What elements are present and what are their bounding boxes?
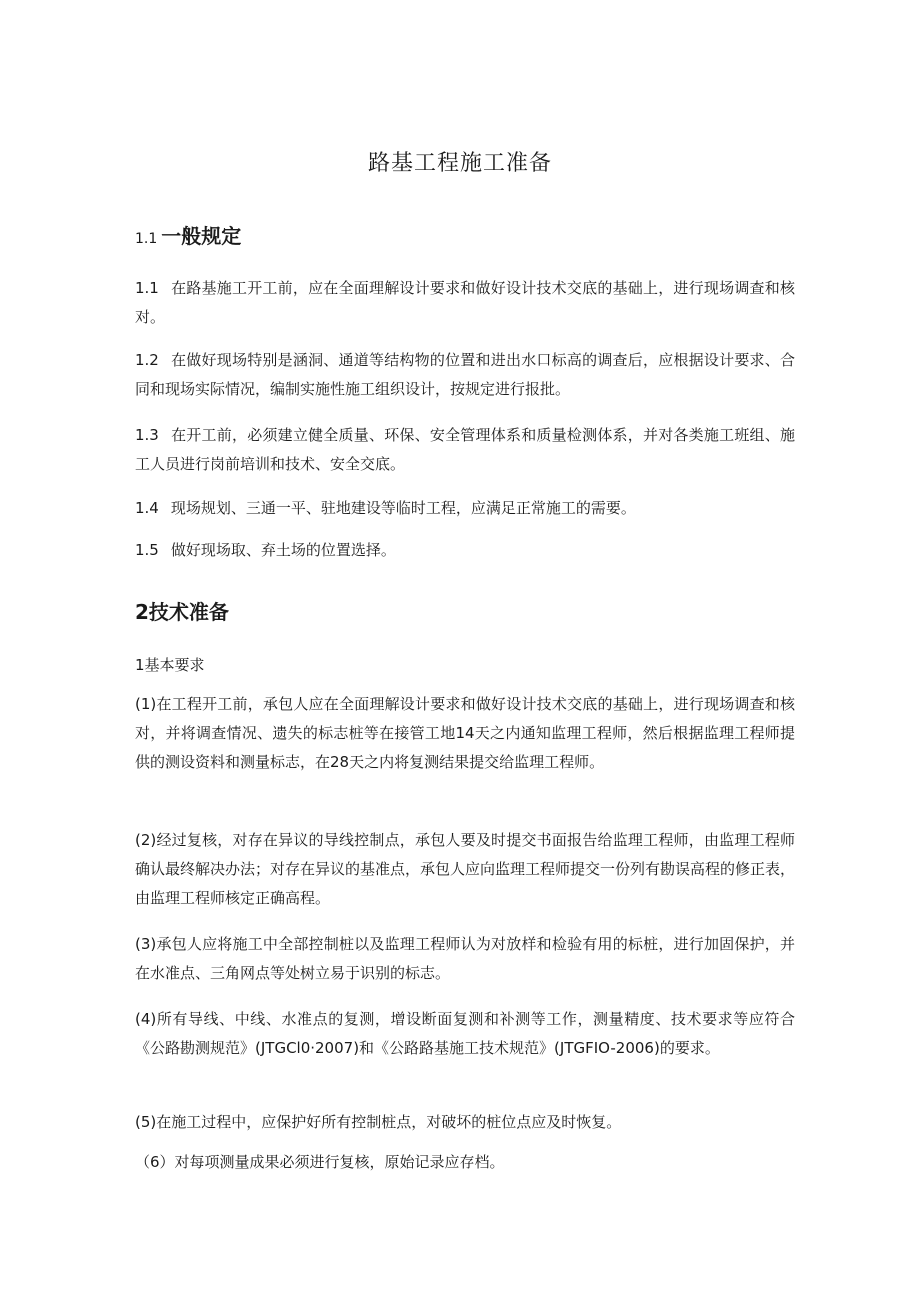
- paragraph-1-4: [135, 494, 795, 523]
- paragraph-number: 1.3: [135, 426, 159, 444]
- paragraph-number: 1.1: [135, 279, 159, 297]
- paragraph-text: 现场规划、三通一平、驻地建设等临时工程，应满足正常施工的需要。: [170, 499, 636, 517]
- requirement-2: (2)经过复核，对存在异议的导线控制点，承包人要及时提交书面报告给监理工程师，由监理工程师确认最终解决办法；对存在异议的基准点，承包人应向监理工程师提交一份列有勘误高程的修正表，由监理工程师核定正确高程。: [135, 831, 796, 907]
- section-1-heading: [135, 220, 241, 249]
- subsection-heading: 1基本要求: [135, 656, 205, 674]
- paragraph-number: 1.5: [135, 541, 159, 559]
- requirement-6: （6）对每项测量成果必须进行复核，原始记录应存档。: [135, 1153, 505, 1171]
- paragraph-1-2: [135, 346, 795, 404]
- requirement-3: (3)承包人应将施工中全部控制桩以及监理工程师认为对放样和检验有用的标桩，进行加固保护，并在水准点、三角网点等处树立易于识别的标志。: [135, 935, 795, 982]
- paragraph-1-1: [135, 274, 795, 332]
- document-title: 路基工程施工准备: [367, 151, 552, 176]
- paragraph-text: 在路基施工开工前，应在全面理解设计要求和做好设计技术交底的基础上，进行现场调查和核对。: [135, 279, 795, 326]
- requirement-4: (4)所有导线、中线、水准点的复测，增设断面复测和补测等工作，测量精度、技术要求等应符合《公路勘测规范》(JTGCl0·2007)和《公路路基施工技术规范》(JTGFIO-2006)的要求。: [135, 1010, 795, 1057]
- section-1-number: 1.1: [135, 231, 158, 247]
- paragraph-text: 做好现场取、弃土场的位置选择。: [170, 541, 396, 559]
- paragraph-text: 在做好现场特别是涵洞、通道等结构物的位置和进出水口标高的调查后，应根据设计要求、合同和现场实际情况，编制实施性施工组织设计，按规定进行报批。: [135, 351, 795, 398]
- requirement-5: (5)在施工过程中，应保护好所有控制桩点，对破坏的桩位点应及时恢复。: [135, 1113, 622, 1131]
- paragraph-text: 在开工前，必须建立健全质量、环保、安全管理体系和质量检测体系，并对各类施工班组、施工人员进行岗前培训和技术、安全交底。: [135, 426, 795, 473]
- paragraph-number: 1.2: [135, 351, 159, 369]
- paragraph-1-5: [135, 536, 795, 565]
- paragraph-1-3: [135, 421, 795, 479]
- requirement-1: (1)在工程开工前，承包人应在全面理解设计要求和做好设计技术交底的基础上，进行现场调查和核对，并将调查情况、遗失的标志桩等在接管工地14天之内通知监理工程师，然后根据监理工程师提供的测设资料和测量标志，在28天之内将复测结果提交给监理工程师。: [135, 695, 795, 771]
- section-1-title: 一般规定: [161, 224, 242, 248]
- paragraph-number: 1.4: [135, 499, 159, 517]
- section-2-heading: 2技术准备: [135, 600, 229, 624]
